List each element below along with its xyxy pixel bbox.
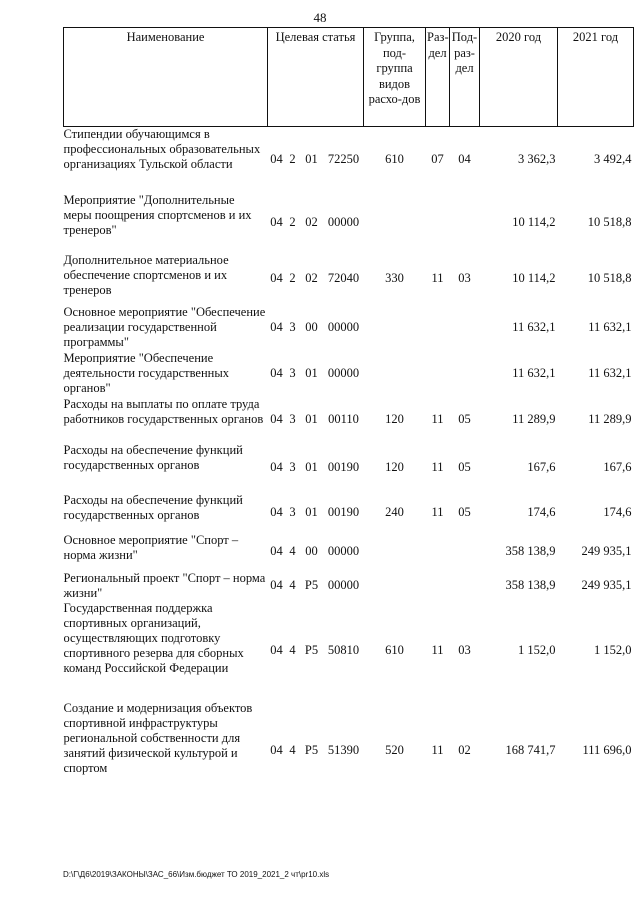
target-subprogram: 2 xyxy=(289,152,296,167)
value-2020: 358 138,9 xyxy=(505,544,556,558)
target-subprogram: 2 xyxy=(289,271,296,285)
target-direction: 50810 xyxy=(327,643,360,657)
target-event: 00 xyxy=(305,544,318,558)
table-row xyxy=(64,571,634,601)
section-code xyxy=(426,305,450,351)
subsection-code xyxy=(450,351,480,397)
target-subprogram: 3 xyxy=(289,320,296,334)
subsection-code: 05 xyxy=(458,460,471,474)
target-direction: 00000 xyxy=(327,366,360,380)
subsection-code: 03 xyxy=(458,643,471,657)
row-name: Стипендии обучающимся в профессиональных образовательных организациях Тульской области xyxy=(63,127,261,171)
value-2020: 10 114,2 xyxy=(512,215,556,229)
target-direction: 51390 xyxy=(327,743,360,757)
section-code xyxy=(426,533,450,571)
value-2021: 10 518,8 xyxy=(587,271,632,285)
table-row xyxy=(64,193,634,253)
target-direction: 00190 xyxy=(327,460,360,474)
target-program: 04 xyxy=(270,215,283,229)
subsection-code xyxy=(450,571,480,601)
target-direction: 72040 xyxy=(327,271,360,285)
subsection-code: 03 xyxy=(458,271,471,285)
row-name: Расходы на обеспечение функций государственных органов xyxy=(63,492,243,522)
table-row xyxy=(64,253,634,305)
target-subprogram: 4 xyxy=(289,743,296,757)
row-name: Основное мероприятие "Обеспечение реализации государственной программы" xyxy=(63,304,266,349)
header-name: Наименование xyxy=(64,28,268,127)
value-2021: 11 289,9 xyxy=(588,412,632,426)
table-row xyxy=(64,493,634,533)
value-2021: 3 492,4 xyxy=(594,152,632,167)
target-event: 02 xyxy=(305,271,318,285)
subsection-code: 04 xyxy=(458,152,471,167)
header-section: Раз-дел xyxy=(426,28,450,127)
target-event: 01 xyxy=(305,412,318,426)
section-code: 11 xyxy=(431,460,444,474)
expense-group xyxy=(364,533,426,571)
expense-group: 120 xyxy=(385,460,404,474)
subsection-code xyxy=(450,305,480,351)
value-2021: 249 935,1 xyxy=(581,544,632,558)
target-subprogram: 3 xyxy=(289,366,296,380)
table-row xyxy=(64,351,634,397)
target-program: 04 xyxy=(270,578,283,592)
value-2020: 168 741,7 xyxy=(505,743,556,757)
expense-group xyxy=(364,305,426,351)
target-program: 04 xyxy=(270,505,283,519)
row-name: Основное мероприятие "Спорт – норма жизни" xyxy=(63,532,239,562)
header-2021: 2021 год xyxy=(558,28,634,127)
target-subprogram: 2 xyxy=(289,215,296,229)
target-direction: 00000 xyxy=(327,215,360,229)
expense-group: 520 xyxy=(385,743,404,757)
target-event: 02 xyxy=(305,215,318,229)
section-code xyxy=(426,571,450,601)
value-2020: 11 632,1 xyxy=(512,366,556,380)
target-event: 01 xyxy=(305,152,318,167)
target-subprogram: 3 xyxy=(289,460,296,474)
header-subsection: Под-раз-дел xyxy=(450,28,480,127)
value-2020: 167,6 xyxy=(527,460,556,474)
section-code: 07 xyxy=(431,152,444,167)
target-program: 04 xyxy=(270,320,283,334)
expense-group: 610 xyxy=(385,643,404,657)
file-path-footer: D:\Г\Д6\2019\ЗАКОНЫ\ЗАС_66\Изм.бюджет ТО 2019_2021_2 чт\рr10.xls xyxy=(63,870,330,879)
expense-group: 120 xyxy=(385,412,404,426)
table-row xyxy=(64,127,634,193)
table-header-row xyxy=(64,28,634,127)
expense-group xyxy=(364,351,426,397)
target-direction: 00110 xyxy=(328,412,359,426)
value-2020: 1 152,0 xyxy=(518,643,556,657)
row-name: Государственная поддержка спортивных организаций, осуществляющих подготовку спортивного резерва для сборных команд Российской Федерации xyxy=(63,600,244,675)
header-2020: 2020 год xyxy=(480,28,558,127)
subsection-code: 05 xyxy=(458,412,471,426)
value-2021: 11 632,1 xyxy=(588,320,632,334)
target-program: 04 xyxy=(270,743,283,757)
budget-table xyxy=(63,27,634,801)
value-2021: 111 696,0 xyxy=(582,743,632,757)
subsection-code xyxy=(450,193,480,253)
expense-group xyxy=(364,193,426,253)
header-target: Целевая статья xyxy=(268,28,364,127)
target-subprogram: 4 xyxy=(289,578,296,592)
target-event: P5 xyxy=(304,743,319,757)
expense-group: 610 xyxy=(385,152,404,167)
section-code: 11 xyxy=(431,412,444,426)
target-event: 00 xyxy=(305,320,318,334)
target-program: 04 xyxy=(270,366,283,380)
section-code: 11 xyxy=(431,643,444,657)
row-name: Расходы на обеспечение функций государственных органов xyxy=(63,442,243,472)
value-2021: 11 632,1 xyxy=(588,366,632,380)
subsection-code: 02 xyxy=(458,743,471,757)
target-event: P5 xyxy=(304,578,319,592)
target-event: P5 xyxy=(304,643,319,657)
value-2020: 358 138,9 xyxy=(505,578,556,592)
value-2020: 174,6 xyxy=(527,505,556,519)
target-direction: 00000 xyxy=(327,544,360,558)
target-direction: 00000 xyxy=(327,578,360,592)
row-name: Расходы на выплаты по оплате труда работников государственных органов xyxy=(63,396,264,426)
section-code: 11 xyxy=(431,505,444,519)
section-code xyxy=(426,193,450,253)
table-row xyxy=(64,397,634,443)
target-program: 04 xyxy=(270,271,283,285)
table-row xyxy=(64,305,634,351)
expense-group: 330 xyxy=(385,271,404,285)
table-row xyxy=(64,601,634,701)
row-name: Мероприятие "Обеспечение деятельности государственных органов" xyxy=(63,350,229,395)
row-name: Региональный проект "Спорт – норма жизни" xyxy=(63,570,266,600)
target-program: 04 xyxy=(270,152,283,167)
target-program: 04 xyxy=(270,460,283,474)
target-program: 04 xyxy=(270,643,283,657)
value-2021: 167,6 xyxy=(603,460,632,474)
row-name: Мероприятие "Дополнительные меры поощрения спортсменов и их тренеров" xyxy=(63,192,252,237)
value-2020: 3 362,3 xyxy=(518,152,556,167)
value-2020: 10 114,2 xyxy=(512,271,556,285)
target-subprogram: 3 xyxy=(289,412,296,426)
target-direction: 72250 xyxy=(327,152,360,167)
value-2020: 11 289,9 xyxy=(512,412,556,426)
expense-group: 240 xyxy=(385,505,404,519)
target-subprogram: 4 xyxy=(289,544,296,558)
table-row xyxy=(64,533,634,571)
target-event: 01 xyxy=(305,460,318,474)
subsection-code: 05 xyxy=(458,505,471,519)
target-subprogram: 3 xyxy=(289,505,296,519)
value-2021: 249 935,1 xyxy=(581,578,632,592)
subsection-code xyxy=(450,533,480,571)
value-2020: 11 632,1 xyxy=(512,320,556,334)
target-direction: 00000 xyxy=(327,320,360,334)
expense-group xyxy=(364,571,426,601)
row-name: Дополнительное материальное обеспечение спортсменов и их тренеров xyxy=(63,252,229,297)
target-program: 04 xyxy=(270,412,283,426)
page-number: 48 xyxy=(313,10,327,25)
value-2021: 174,6 xyxy=(603,505,632,519)
value-2021: 1 152,0 xyxy=(594,643,632,657)
target-event: 01 xyxy=(305,505,318,519)
table-row xyxy=(64,701,634,801)
section-code: 11 xyxy=(431,743,444,757)
target-event: 01 xyxy=(305,366,318,380)
header-group: Группа, под-группа видов расхо-дов xyxy=(364,28,426,127)
section-code: 11 xyxy=(431,271,444,285)
target-subprogram: 4 xyxy=(289,643,296,657)
value-2021: 10 518,8 xyxy=(587,215,632,229)
target-program: 04 xyxy=(270,544,283,558)
target-direction: 00190 xyxy=(327,505,360,519)
row-name: Создание и модернизация объектов спортивной инфраструктуры региональной собственности для занятий физической культурой и спортом xyxy=(63,700,253,775)
table-row xyxy=(64,443,634,493)
section-code xyxy=(426,351,450,397)
